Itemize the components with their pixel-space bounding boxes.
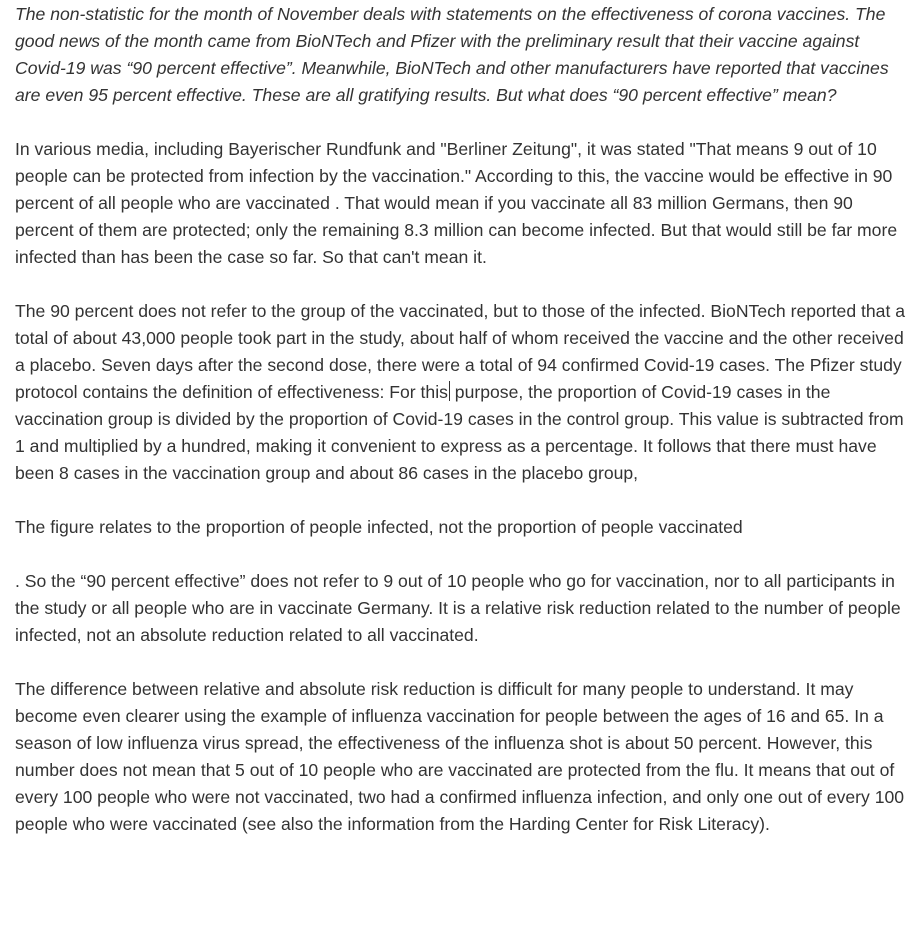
article-body <box>15 0 910 838</box>
paragraph-media-claims: In various media, including Bayerischer Rundfunk and "Berliner Zeitung", it was stated "That means 9 out of 10 people can be protected from infection by the vaccination." According to this, the vaccine would be effective in 90 percent of all people who are vaccinated . That would mean if you vaccinate all 83 million Germans, then 90 percent of them are protected; only the remaining 8.3 million can become infected. But that would still be far more infected than has been the case so far. So that can't mean it. <box>15 139 898 267</box>
paragraph-relative-risk: . So the “90 percent effective” does not refer to 9 out of 10 people who go for vaccination, nor to all participants in the study or all people who are in vaccinate Germany. It is a relative risk reduction related to the number of people infected, not an absolute reduction related to all vaccinated. <box>15 571 901 645</box>
intro-paragraph: The non-statistic for the month of November deals with statements on the effectiveness of corona vaccines. The good news of the month came from BioNTech and Pfizer with the preliminary result that their vaccine against Covid-19 was “90 percent effective”. Meanwhile, BioNTech and other manufacturers have reported that vaccines are even 95 percent effective. These are all gratifying results. But what does “90 percent effective” mean? <box>15 4 889 105</box>
paragraph-influenza-example: The difference between relative and absolute risk reduction is difficult for many people to understand. It may become even clearer using the example of influenza vaccination for people between the ages of 16 and 65. In a season of low influenza virus spread, the effectiveness of the influenza shot is about 50 percent. However, this number does not mean that 5 out of 10 people who are vaccinated are protected from the flu. It means that out of every 100 people who were not vaccinated, two had a confirmed influenza infection, and only one out of every 100 people who were vaccinated (see also the information from the Harding Center for Risk Literacy). <box>15 679 905 834</box>
paragraph-study-text-part-2: purpose, the proportion of Covid-19 cases in the vaccination group is divided by the proportion of Covid-19 cases in the control group. This value is subtracted from 1 and multiplied by a hundred, making it convenient to express as a percentage. It follows that there must have been 8 cases in the vaccination group and about 86 cases in the placebo group, <box>15 382 904 483</box>
paragraph-study-text-part-1: The 90 percent does not refer to the group of the vaccinated, but to those of the infected. BioNTech reported that a total of about 43,000 people took part in the study, about half of whom received the vaccine and the other received a placebo. Seven days after the second dose, there were a total of 94 confirmed Covid-19 cases. The Pfizer study protocol contains the definition of effectiveness: For this <box>15 301 906 402</box>
paragraph-figure-relation: The figure relates to the proportion of people infected, not the proportion of people vaccinated <box>15 517 743 537</box>
paragraph-study-explanation <box>15 298 910 487</box>
